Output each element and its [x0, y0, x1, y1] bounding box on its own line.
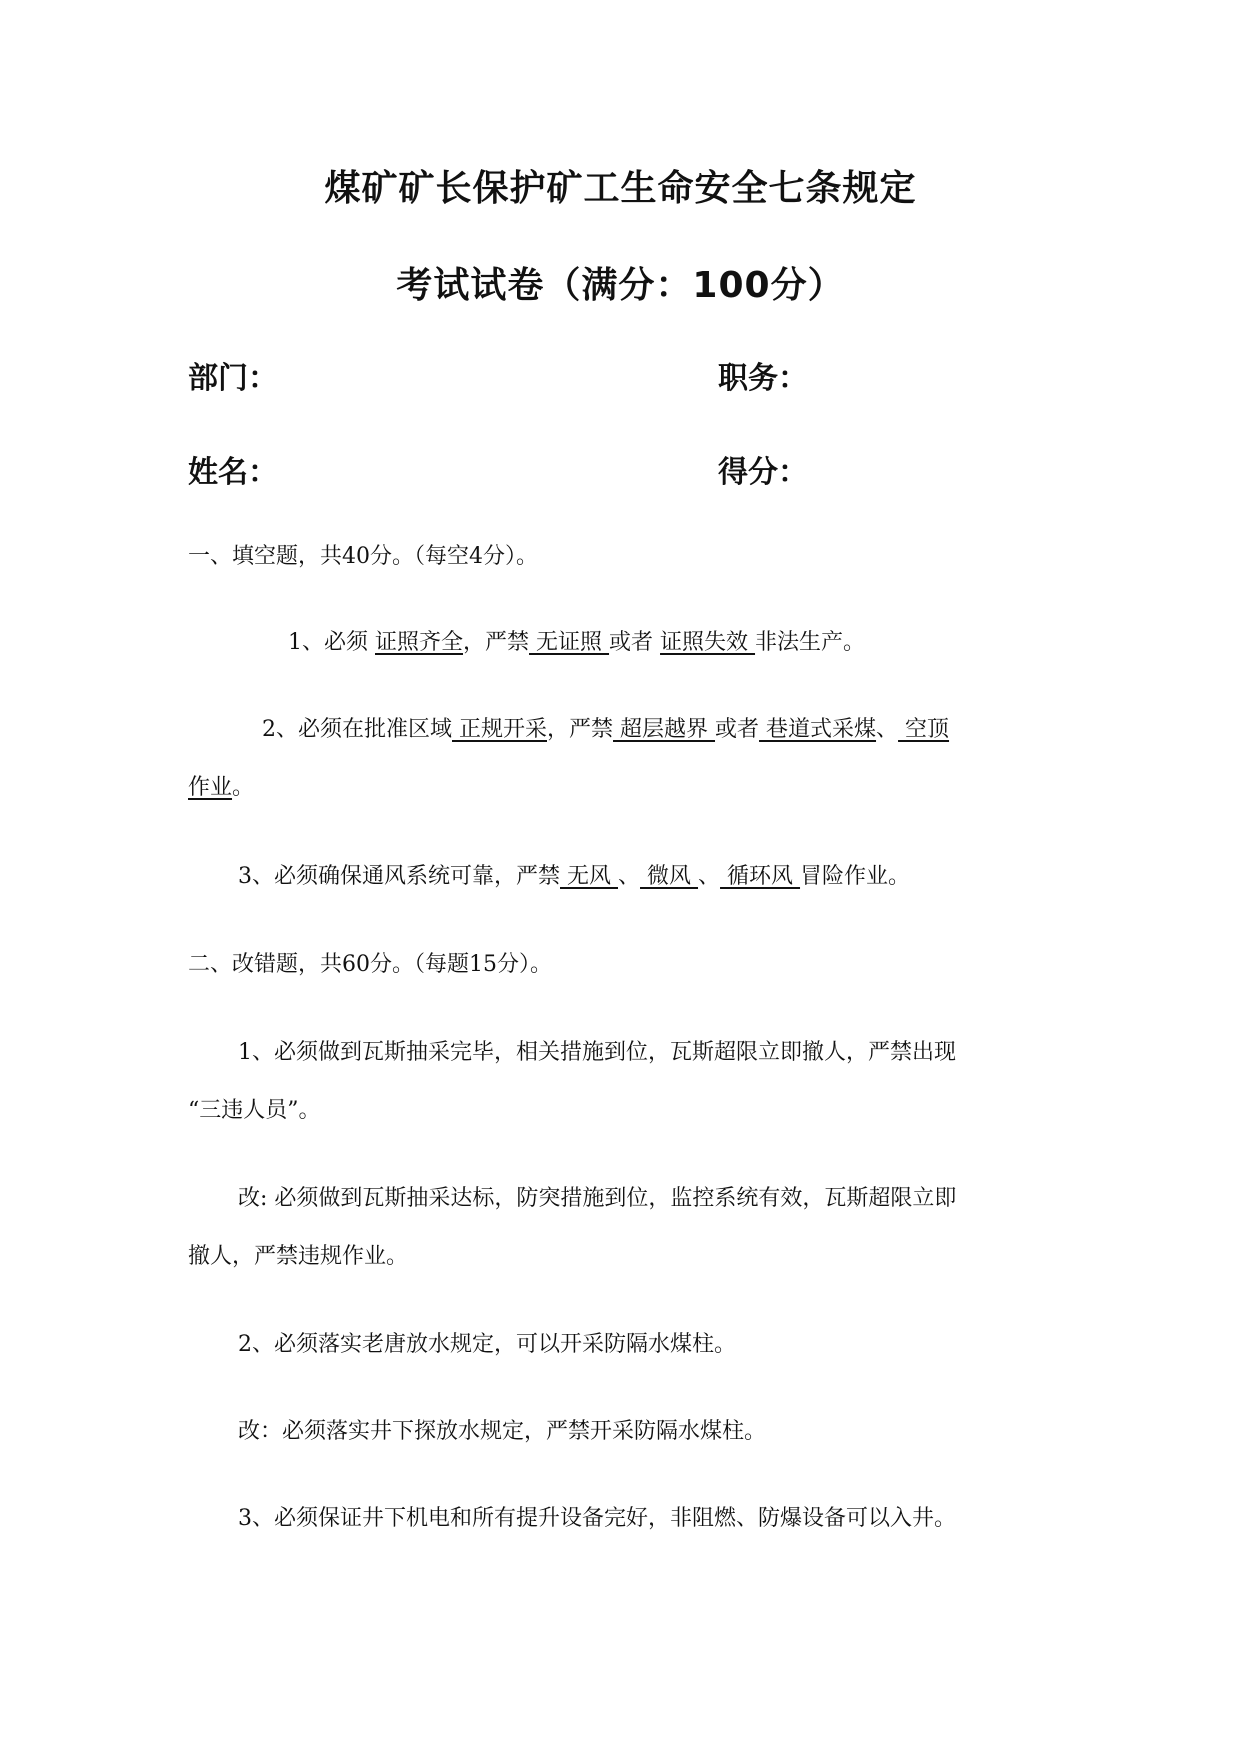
q3-text-4: 冒险作业。: [800, 864, 911, 889]
q2-answer-2: 超层越界: [613, 717, 716, 742]
q3-text-1: 3、必须确保通风系统可靠，严禁: [238, 864, 560, 889]
q1-text-4: 非法生产。: [755, 630, 866, 655]
q3-answer-3: 循环风: [720, 864, 801, 889]
q2-answer-4: 空顶: [898, 717, 950, 742]
q3-text-3: 、: [698, 864, 721, 889]
correction-question-3: 3、必须保证井下机电和所有提升设备完好，非阻燃、防爆设备可以入井。: [238, 1506, 956, 1531]
q2-text-2: ，严禁: [547, 717, 614, 742]
q1-answer-2: 无证照: [529, 630, 610, 655]
q1-answer-3: 证照失效: [660, 630, 756, 655]
fill-question-2: [262, 715, 949, 745]
q2-answer-5: 作业: [188, 775, 233, 800]
q2-text-5: 。: [232, 775, 255, 800]
correction-question-1-line2: “三违人员”。: [188, 1098, 321, 1123]
q2-answer-3: 巷道式采煤: [759, 717, 877, 742]
q1-text-2: ，严禁: [463, 630, 530, 655]
q2-text-1: 2、必须在批准区域: [262, 717, 452, 742]
q2-text-4: 、: [876, 717, 899, 742]
position-label: 职务：: [718, 361, 808, 396]
correction-answer-1-line1: 改: 必须做到瓦斯抽采达标，防突措施到位，监控系统有效，瓦斯超限立即: [238, 1186, 957, 1211]
fill-question-2-cont: [188, 773, 254, 803]
q1-text-3: 或者: [609, 630, 661, 655]
fill-question-1: [288, 628, 865, 658]
correction-question-1-line1: 1、必须做到瓦斯抽采完毕，相关措施到位，瓦斯超限立即撤人，严禁出现: [238, 1040, 956, 1065]
correction-question-2: 2、必须落实老唐放水规定，可以开采防隔水煤柱。: [238, 1332, 736, 1357]
correction-answer-2: 改：必须落实井下探放水规定，严禁开采防隔水煤柱。: [238, 1419, 767, 1444]
q1-answer-1: 证照齐全: [375, 630, 464, 655]
correction-answer-1-line2: 撤人，严禁违规作业。: [188, 1244, 409, 1269]
q3-answer-1: 无风: [560, 864, 618, 889]
page-subtitle: 考试试卷（满分：100分）: [396, 265, 845, 306]
q1-text-1: 1、必须: [288, 630, 375, 655]
fill-question-3: [238, 862, 910, 892]
q2-text-3: 或者: [715, 717, 760, 742]
section2-heading: 二、改错题，共60分。（每题15分）。: [188, 952, 552, 977]
score-label: 得分：: [718, 455, 808, 490]
q3-answer-2: 微风: [640, 864, 699, 889]
q2-answer-1: 正规开采: [452, 717, 547, 742]
department-label: 部门：: [188, 361, 278, 396]
q3-text-2: 、: [618, 864, 641, 889]
section1-heading: 一、填空题，共40分。（每空4分）。: [188, 544, 538, 569]
name-label: 姓名：: [188, 455, 278, 490]
page-title: 煤矿矿长保护矿工生命安全七条规定: [324, 168, 917, 209]
